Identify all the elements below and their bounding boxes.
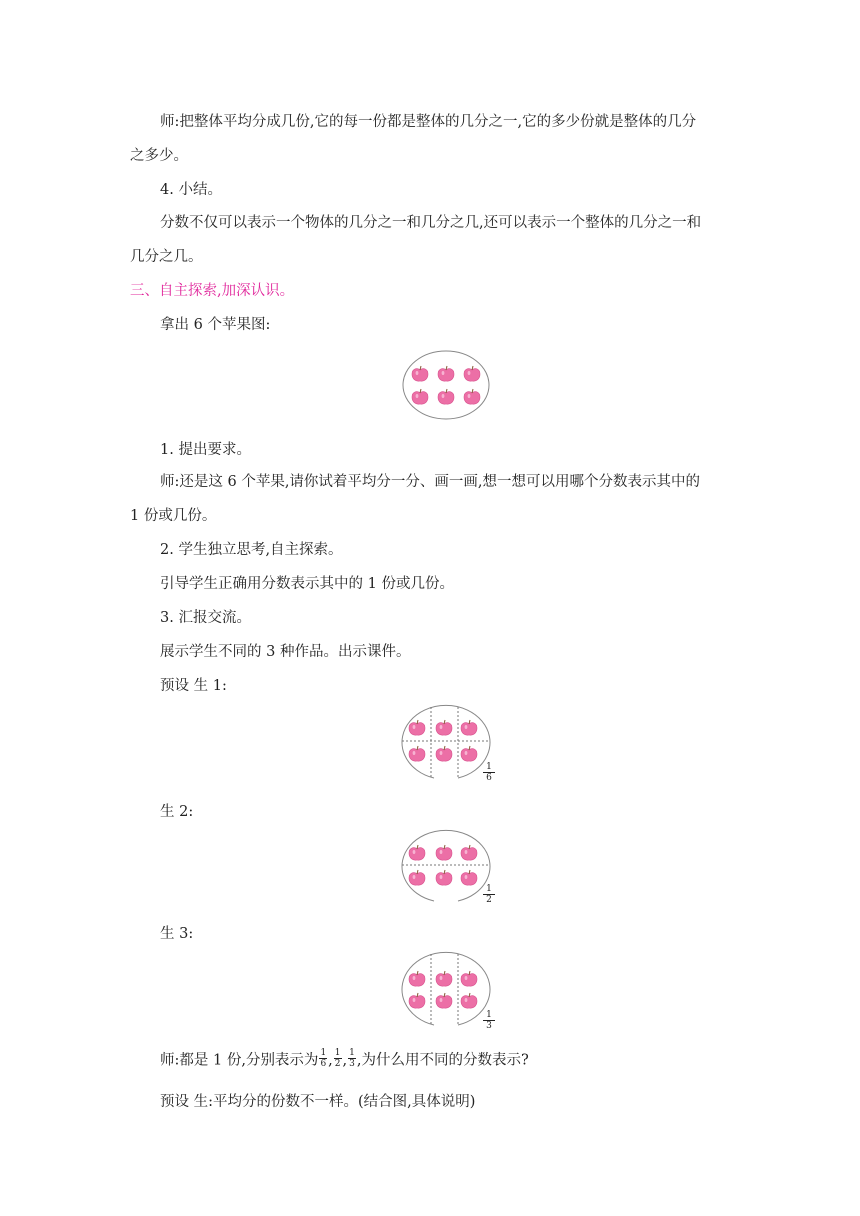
paragraph-teacher-question: 师:都是 1 份,分别表示为 $\frac{1}{6}$ , $\frac{1}{2}$ , $\frac{1}{3}$ ,为什么用不同的分数表示? — [160, 1048, 529, 1069]
apple-icons — [412, 366, 480, 404]
apple-oval — [402, 705, 490, 778]
step-explore-heading: 2. 学生独立思考,自主探索。 — [160, 542, 343, 558]
inline-fraction-sixth: $\frac{1}{6}$ — [320, 1048, 327, 1069]
fraction-label-third: $\frac{1}{3}$ — [483, 1010, 495, 1031]
apple-icon — [409, 870, 425, 885]
paragraph-teacher-request-2: 1 份或几份。 — [130, 508, 217, 524]
apple-icon — [461, 720, 477, 735]
apple-icon — [409, 720, 425, 735]
paragraph-teacher-summary-2: 之多少。 — [130, 148, 188, 164]
apple-icons — [409, 971, 477, 1008]
step-summary-heading: 4. 小结。 — [160, 182, 222, 198]
apple-icon — [464, 389, 480, 404]
paragraph-summary-1: 分数不仅可以表示一个物体的几分之一和几分之几,还可以表示一个整体的几分之一和 — [160, 215, 702, 231]
apple-icon — [409, 993, 425, 1008]
apple-icon — [461, 870, 477, 885]
paragraph-summary-2: 几分之几。 — [130, 249, 203, 265]
apple-icon — [464, 366, 480, 381]
apple-icon — [409, 746, 425, 761]
apple-icon — [436, 993, 452, 1008]
student-2-label: 生 2: — [160, 804, 194, 820]
apple-icon — [436, 845, 452, 860]
inline-fraction-half: $\frac{1}{2}$ — [334, 1048, 341, 1069]
apple-group-figure — [400, 348, 492, 422]
paragraph-teacher-summary-1: 师:把整体平均分成几份,它的每一份都是整体的几分之一,它的多少份就是整体的几分 — [160, 114, 697, 130]
apple-icon — [436, 971, 452, 986]
apple-icon — [461, 845, 477, 860]
apple-icon — [436, 870, 452, 885]
paragraph-teacher-request-1: 师:还是这 6 个苹果,请你试着平均分一分、画一画,想一想可以用哪个分数表示其中的 — [160, 474, 701, 490]
apple-icon — [436, 720, 452, 735]
step-report-heading: 3. 汇报交流。 — [160, 610, 251, 626]
apple-icon — [409, 845, 425, 860]
apple-figure-halves — [398, 828, 492, 904]
apple-icon — [461, 746, 477, 761]
apple-icon — [412, 389, 428, 404]
apple-icon — [412, 366, 428, 381]
apple-oval — [402, 952, 490, 1025]
paragraph-show-apples: 拿出 6 个苹果图: — [160, 317, 271, 333]
step-requirement-heading: 1. 提出要求。 — [160, 442, 251, 458]
section-heading-3: 三、自主探索,加深认识。 — [130, 283, 295, 299]
apple-icon — [438, 389, 454, 404]
paragraph-show-works: 展示学生不同的 3 种作品。出示课件。 — [160, 644, 411, 660]
apple-icon — [461, 971, 477, 986]
fraction-label-half: $\frac{1}{2}$ — [483, 884, 495, 905]
apple-icon — [409, 971, 425, 986]
apple-icon — [436, 746, 452, 761]
apple-icon — [438, 366, 454, 381]
preset-student-1-label: 预设 生 1: — [160, 678, 227, 694]
student-3-label: 生 3: — [160, 926, 194, 942]
apple-figure-thirds — [398, 950, 492, 1028]
inline-fraction-third: $\frac{1}{3}$ — [349, 1048, 355, 1069]
apple-icon — [461, 993, 477, 1008]
apple-oval — [403, 351, 489, 419]
paragraph-preset-answer: 预设 生:平均分的份数不一样。(结合图,具体说明) — [160, 1094, 476, 1110]
apple-figure-sixths — [398, 703, 492, 781]
paragraph-guide: 引导学生正确用分数表示其中的 1 份或几份。 — [160, 576, 454, 592]
apple-oval — [402, 830, 490, 901]
fraction-label-sixth: $\frac{1}{6}$ — [483, 762, 495, 783]
